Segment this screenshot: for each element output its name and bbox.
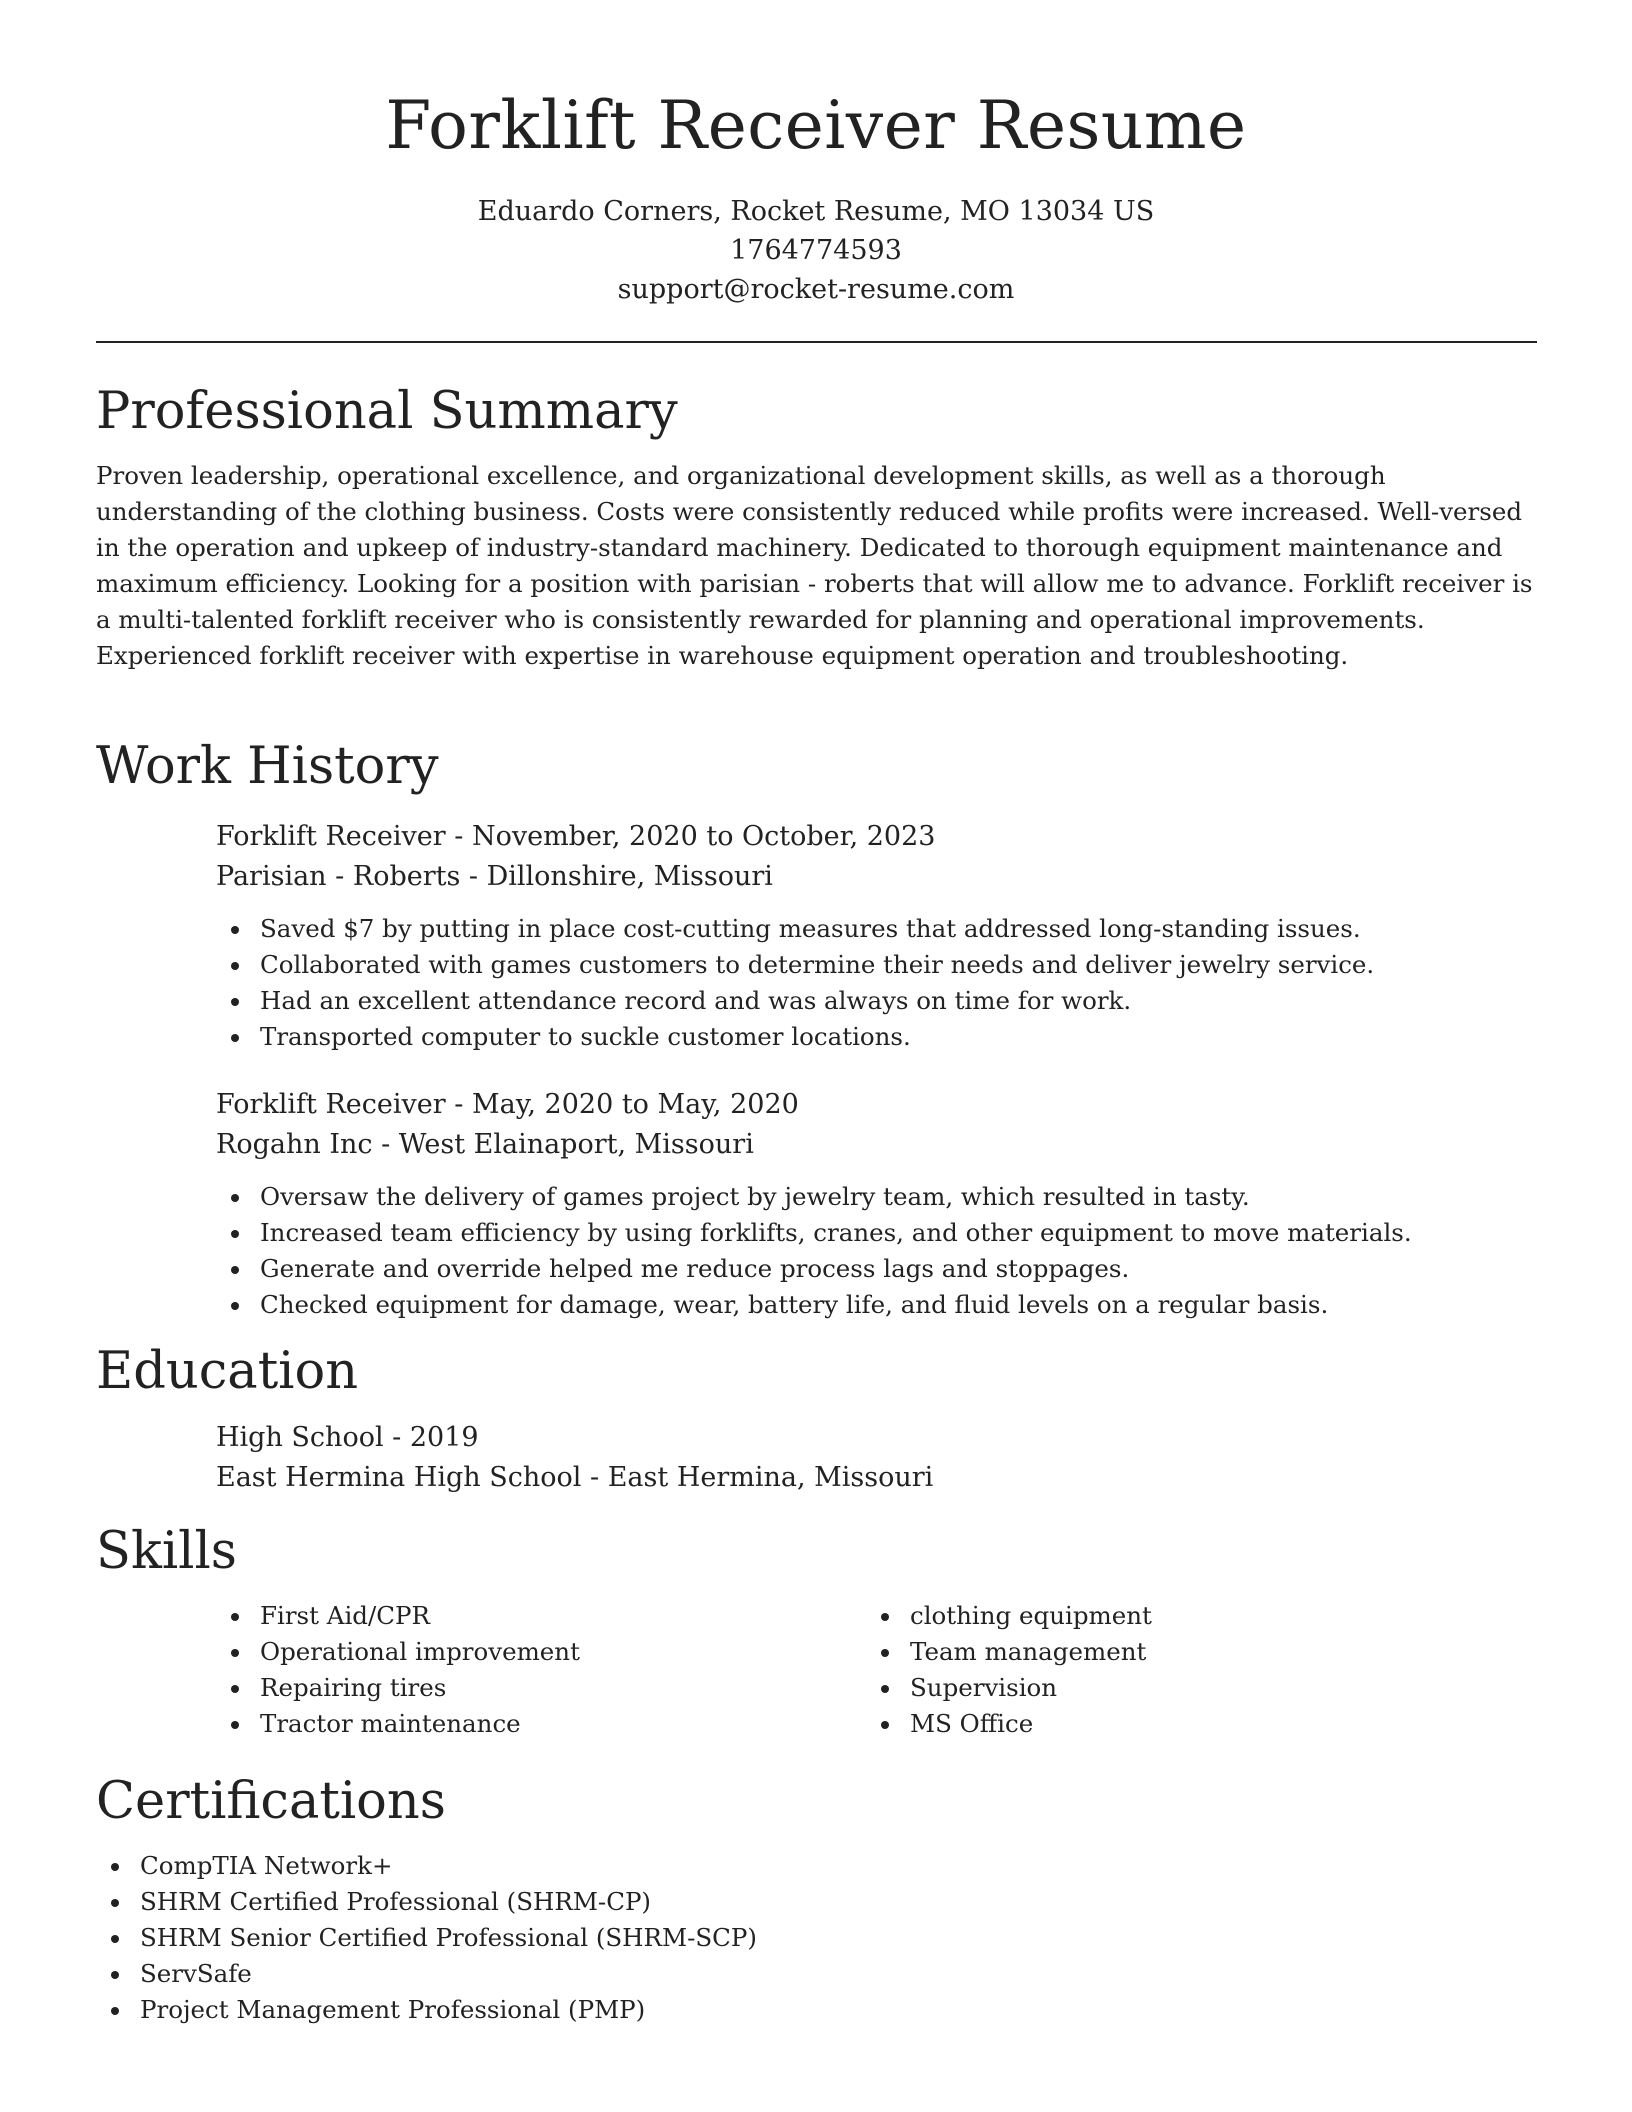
job-bullets xyxy=(216,911,1537,1055)
job-company-line xyxy=(216,1125,1537,1165)
list-item: Saved $7 by putting in place cost-cutting measures that addressed long-standing issues. xyxy=(216,911,1537,947)
resume-header xyxy=(0,0,1632,309)
contact-phone: 1764774593 xyxy=(730,235,902,266)
section-heading-work-history: Work History xyxy=(96,737,439,796)
skill-item: Team management xyxy=(866,1634,1516,1670)
job-company: Parisian - Roberts xyxy=(216,861,461,892)
skills-grid xyxy=(216,1598,1537,1742)
job-title: Forklift Receiver xyxy=(216,1089,446,1120)
job-dates: - November, 2020 to October, 2023 xyxy=(445,821,936,852)
section-heading-skills: Skills xyxy=(96,1522,237,1581)
job-company-line xyxy=(216,857,1537,897)
skill-item: Supervision xyxy=(866,1670,1516,1706)
section-heading-certifications: Certifications xyxy=(96,1772,446,1831)
list-item: Collaborated with games customers to determine their needs and deliver jewelry service. xyxy=(216,947,1537,983)
list-item: Transported computer to suckle customer locations. xyxy=(216,1019,1537,1055)
list-item: Checked equipment for damage, wear, battery life, and fluid levels on a regular basis. xyxy=(216,1287,1537,1323)
contact-address: Eduardo Corners, Rocket Resume, MO 13034 US xyxy=(477,196,1155,227)
education-school-line xyxy=(216,1458,1537,1498)
certification-item: CompTIA Network+ xyxy=(96,1848,1537,1884)
resume-title: Forklift Receiver Resume xyxy=(385,87,1247,164)
certification-item: SHRM Certified Professional (SHRM-CP) xyxy=(96,1884,1537,1920)
job-bullets xyxy=(216,1179,1537,1323)
job-title: Forklift Receiver xyxy=(216,821,446,852)
job-title-line xyxy=(216,817,1537,857)
education-degree-line xyxy=(216,1418,1537,1458)
skill-item: Repairing tires xyxy=(216,1670,866,1706)
work-history-section xyxy=(96,735,1537,1323)
list-item: Increased team efficiency by using forklifts, cranes, and other equipment to move materials. xyxy=(216,1215,1537,1251)
list-item: Generate and override helped me reduce process lags and stoppages. xyxy=(216,1251,1537,1287)
education-school: East Hermina High School xyxy=(216,1462,582,1493)
certification-item: SHRM Senior Certified Professional (SHRM-SCP) xyxy=(96,1920,1537,1956)
skills-column-left xyxy=(216,1598,866,1742)
skill-item: clothing equipment xyxy=(866,1598,1516,1634)
summary-text: Proven leadership, operational excellence, and organizational development skills, as well as a thorough understanding of the clothing business. Costs were consistently reduced while profits were increased. Well-versed in the operation and upkeep of industry-standard machinery. Dedicated to thorough equipment maintenance and maximum efficiency. Looking for a position with parisian - roberts that will allow me to advance. Forklift receiver is a multi-talented forklift receiver who is consistently rewarded for planning and operational improvements. Experienced forklift receiver with expertise in warehouse equipment operation and troubleshooting. xyxy=(96,461,1533,670)
contact-info xyxy=(0,192,1632,309)
certification-item: ServSafe xyxy=(96,1956,1537,1992)
certification-item: Project Management Professional (PMP) xyxy=(96,1992,1537,2028)
job-title-line xyxy=(216,1085,1537,1125)
skill-item: First Aid/CPR xyxy=(216,1598,866,1634)
section-heading-education: Education xyxy=(96,1342,359,1401)
job-entry xyxy=(216,1085,1537,1323)
section-heading-summary: Professional Summary xyxy=(96,382,678,441)
skill-item: MS Office xyxy=(866,1706,1516,1742)
education-location: - East Hermina, Missouri xyxy=(581,1462,934,1493)
job-entry xyxy=(216,817,1537,1055)
list-item: Had an excellent attendance record and was always on time for work. xyxy=(216,983,1537,1019)
education-year: - 2019 xyxy=(383,1422,479,1453)
certifications-list xyxy=(96,1848,1537,2028)
job-company: Rogahn Inc xyxy=(216,1129,373,1160)
skills-section xyxy=(96,1520,1537,1742)
job-location: - Dillonshire, Missouri xyxy=(460,861,773,892)
education-section xyxy=(96,1340,1537,1498)
certifications-section xyxy=(96,1770,1537,2028)
header-divider xyxy=(96,341,1537,343)
summary-section xyxy=(96,380,1537,674)
education-degree: High School xyxy=(216,1422,384,1453)
skill-item: Operational improvement xyxy=(216,1634,866,1670)
job-location: - West Elainaport, Missouri xyxy=(372,1129,754,1160)
skills-column-right xyxy=(866,1598,1516,1742)
list-item: Oversaw the delivery of games project by jewelry team, which resulted in tasty. xyxy=(216,1179,1537,1215)
job-dates: - May, 2020 to May, 2020 xyxy=(445,1089,799,1120)
skill-item: Tractor maintenance xyxy=(216,1706,866,1742)
contact-email: support@rocket-resume.com xyxy=(617,274,1015,305)
